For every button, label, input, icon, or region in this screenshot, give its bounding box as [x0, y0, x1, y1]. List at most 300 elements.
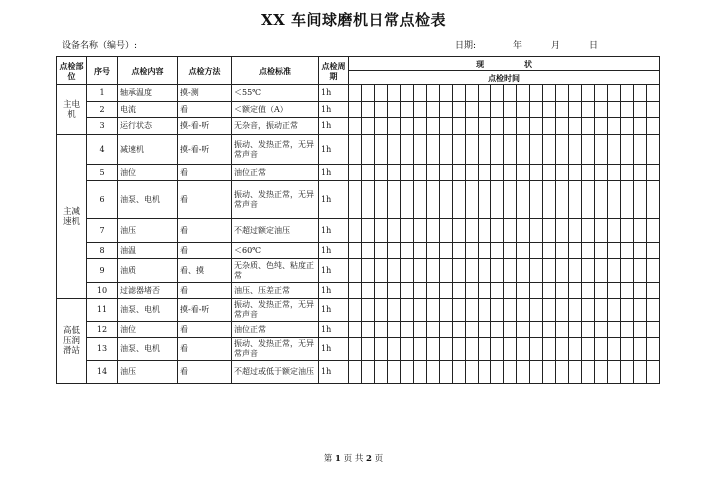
check-cell[interactable] [478, 165, 491, 181]
check-cell[interactable] [349, 118, 362, 135]
check-cell[interactable] [374, 85, 387, 102]
check-cell[interactable] [621, 135, 634, 165]
check-cell[interactable] [478, 181, 491, 219]
check-cell[interactable] [569, 322, 582, 338]
check-cell[interactable] [646, 118, 659, 135]
check-cell[interactable] [491, 299, 504, 322]
check-cell[interactable] [517, 135, 530, 165]
check-cell[interactable] [349, 299, 362, 322]
check-cell[interactable] [608, 165, 621, 181]
check-cell[interactable] [439, 243, 452, 259]
check-cell[interactable] [517, 165, 530, 181]
check-cell[interactable] [569, 219, 582, 243]
check-cell[interactable] [595, 283, 608, 299]
check-cell[interactable] [439, 299, 452, 322]
check-cell[interactable] [374, 118, 387, 135]
check-cell[interactable] [556, 219, 569, 243]
check-cell[interactable] [465, 181, 478, 219]
check-cell[interactable] [569, 85, 582, 102]
check-cell[interactable] [504, 361, 517, 384]
check-cell[interactable] [478, 118, 491, 135]
check-cell[interactable] [530, 259, 543, 283]
check-cell[interactable] [374, 102, 387, 118]
check-cell[interactable] [452, 85, 465, 102]
check-cell[interactable] [361, 259, 374, 283]
check-cell[interactable] [439, 361, 452, 384]
check-cell[interactable] [517, 338, 530, 361]
check-cell[interactable] [633, 243, 646, 259]
check-cell[interactable] [582, 85, 595, 102]
check-cell[interactable] [452, 102, 465, 118]
check-cell[interactable] [361, 243, 374, 259]
check-cell[interactable] [569, 338, 582, 361]
check-cell[interactable] [361, 322, 374, 338]
check-cell[interactable] [517, 259, 530, 283]
check-cell[interactable] [530, 165, 543, 181]
check-cell[interactable] [413, 283, 426, 299]
check-cell[interactable] [465, 338, 478, 361]
check-cell[interactable] [543, 361, 556, 384]
check-cell[interactable] [413, 181, 426, 219]
check-cell[interactable] [646, 219, 659, 243]
check-cell[interactable] [569, 361, 582, 384]
check-cell[interactable] [491, 243, 504, 259]
check-cell[interactable] [633, 85, 646, 102]
check-cell[interactable] [478, 283, 491, 299]
check-cell[interactable] [569, 259, 582, 283]
check-cell[interactable] [349, 243, 362, 259]
check-cell[interactable] [465, 165, 478, 181]
check-cell[interactable] [361, 299, 374, 322]
check-cell[interactable] [452, 135, 465, 165]
check-cell[interactable] [530, 181, 543, 219]
check-cell[interactable] [400, 135, 413, 165]
check-cell[interactable] [426, 102, 439, 118]
check-cell[interactable] [387, 283, 400, 299]
check-cell[interactable] [621, 299, 634, 322]
check-cell[interactable] [400, 165, 413, 181]
check-cell[interactable] [530, 118, 543, 135]
check-cell[interactable] [387, 299, 400, 322]
check-cell[interactable] [633, 259, 646, 283]
check-cell[interactable] [595, 338, 608, 361]
check-cell[interactable] [608, 299, 621, 322]
check-cell[interactable] [349, 259, 362, 283]
check-cell[interactable] [478, 299, 491, 322]
check-cell[interactable] [582, 361, 595, 384]
check-cell[interactable] [595, 102, 608, 118]
check-cell[interactable] [349, 322, 362, 338]
check-cell[interactable] [387, 219, 400, 243]
check-cell[interactable] [569, 283, 582, 299]
check-cell[interactable] [543, 118, 556, 135]
check-cell[interactable] [439, 338, 452, 361]
check-cell[interactable] [646, 299, 659, 322]
check-cell[interactable] [504, 102, 517, 118]
check-cell[interactable] [646, 338, 659, 361]
check-cell[interactable] [361, 85, 374, 102]
check-cell[interactable] [491, 338, 504, 361]
check-cell[interactable] [633, 299, 646, 322]
check-cell[interactable] [478, 243, 491, 259]
check-cell[interactable] [452, 361, 465, 384]
check-cell[interactable] [595, 243, 608, 259]
check-cell[interactable] [478, 361, 491, 384]
check-cell[interactable] [413, 338, 426, 361]
check-cell[interactable] [621, 165, 634, 181]
check-cell[interactable] [387, 102, 400, 118]
check-cell[interactable] [413, 165, 426, 181]
check-cell[interactable] [439, 283, 452, 299]
check-cell[interactable] [633, 322, 646, 338]
check-cell[interactable] [465, 243, 478, 259]
check-cell[interactable] [556, 102, 569, 118]
check-cell[interactable] [582, 165, 595, 181]
check-cell[interactable] [400, 102, 413, 118]
check-cell[interactable] [569, 299, 582, 322]
check-cell[interactable] [361, 338, 374, 361]
check-cell[interactable] [569, 165, 582, 181]
check-cell[interactable] [595, 322, 608, 338]
check-cell[interactable] [491, 165, 504, 181]
check-cell[interactable] [413, 118, 426, 135]
check-cell[interactable] [349, 361, 362, 384]
check-cell[interactable] [608, 283, 621, 299]
check-cell[interactable] [569, 135, 582, 165]
check-cell[interactable] [556, 165, 569, 181]
check-cell[interactable] [426, 361, 439, 384]
check-cell[interactable] [543, 135, 556, 165]
check-cell[interactable] [543, 219, 556, 243]
check-cell[interactable] [465, 322, 478, 338]
check-cell[interactable] [439, 102, 452, 118]
check-cell[interactable] [426, 135, 439, 165]
check-cell[interactable] [478, 135, 491, 165]
check-cell[interactable] [491, 181, 504, 219]
check-cell[interactable] [349, 165, 362, 181]
check-cell[interactable] [517, 243, 530, 259]
check-cell[interactable] [400, 243, 413, 259]
check-cell[interactable] [491, 118, 504, 135]
check-cell[interactable] [504, 165, 517, 181]
check-cell[interactable] [569, 243, 582, 259]
check-cell[interactable] [400, 118, 413, 135]
check-cell[interactable] [608, 338, 621, 361]
check-cell[interactable] [387, 135, 400, 165]
check-cell[interactable] [426, 85, 439, 102]
check-cell[interactable] [349, 283, 362, 299]
check-cell[interactable] [633, 219, 646, 243]
check-cell[interactable] [478, 102, 491, 118]
check-cell[interactable] [349, 219, 362, 243]
check-cell[interactable] [517, 85, 530, 102]
check-cell[interactable] [361, 219, 374, 243]
check-cell[interactable] [646, 102, 659, 118]
check-cell[interactable] [439, 118, 452, 135]
check-cell[interactable] [556, 135, 569, 165]
check-cell[interactable] [530, 135, 543, 165]
check-cell[interactable] [504, 243, 517, 259]
check-cell[interactable] [621, 118, 634, 135]
check-cell[interactable] [517, 283, 530, 299]
check-cell[interactable] [452, 181, 465, 219]
check-cell[interactable] [517, 322, 530, 338]
check-cell[interactable] [361, 361, 374, 384]
check-cell[interactable] [504, 338, 517, 361]
check-cell[interactable] [452, 338, 465, 361]
check-cell[interactable] [621, 219, 634, 243]
check-cell[interactable] [621, 181, 634, 219]
check-cell[interactable] [387, 259, 400, 283]
check-cell[interactable] [387, 181, 400, 219]
check-cell[interactable] [621, 322, 634, 338]
check-cell[interactable] [478, 338, 491, 361]
check-cell[interactable] [374, 259, 387, 283]
check-cell[interactable] [543, 85, 556, 102]
check-cell[interactable] [621, 338, 634, 361]
check-cell[interactable] [465, 299, 478, 322]
check-cell[interactable] [374, 219, 387, 243]
check-cell[interactable] [400, 322, 413, 338]
check-cell[interactable] [426, 165, 439, 181]
check-cell[interactable] [556, 322, 569, 338]
check-cell[interactable] [504, 118, 517, 135]
check-cell[interactable] [530, 338, 543, 361]
check-cell[interactable] [543, 102, 556, 118]
check-cell[interactable] [426, 181, 439, 219]
check-cell[interactable] [426, 299, 439, 322]
check-cell[interactable] [374, 243, 387, 259]
check-cell[interactable] [413, 219, 426, 243]
check-cell[interactable] [582, 181, 595, 219]
check-cell[interactable] [633, 165, 646, 181]
check-cell[interactable] [387, 85, 400, 102]
check-cell[interactable] [621, 102, 634, 118]
check-cell[interactable] [413, 361, 426, 384]
check-cell[interactable] [491, 361, 504, 384]
check-cell[interactable] [400, 219, 413, 243]
check-cell[interactable] [543, 283, 556, 299]
check-cell[interactable] [646, 181, 659, 219]
check-cell[interactable] [361, 283, 374, 299]
check-cell[interactable] [387, 118, 400, 135]
check-cell[interactable] [608, 102, 621, 118]
check-cell[interactable] [465, 118, 478, 135]
check-cell[interactable] [439, 85, 452, 102]
check-cell[interactable] [504, 219, 517, 243]
check-cell[interactable] [465, 102, 478, 118]
check-cell[interactable] [633, 181, 646, 219]
check-cell[interactable] [374, 165, 387, 181]
check-cell[interactable] [400, 361, 413, 384]
check-cell[interactable] [491, 283, 504, 299]
check-cell[interactable] [543, 338, 556, 361]
check-cell[interactable] [452, 259, 465, 283]
check-cell[interactable] [504, 85, 517, 102]
check-cell[interactable] [374, 283, 387, 299]
check-cell[interactable] [452, 283, 465, 299]
check-cell[interactable] [595, 165, 608, 181]
check-cell[interactable] [478, 85, 491, 102]
check-cell[interactable] [452, 299, 465, 322]
check-cell[interactable] [439, 259, 452, 283]
check-cell[interactable] [465, 259, 478, 283]
check-cell[interactable] [504, 299, 517, 322]
check-cell[interactable] [530, 219, 543, 243]
check-cell[interactable] [556, 361, 569, 384]
check-cell[interactable] [517, 299, 530, 322]
check-cell[interactable] [621, 259, 634, 283]
check-cell[interactable] [530, 283, 543, 299]
check-cell[interactable] [633, 102, 646, 118]
check-cell[interactable] [452, 165, 465, 181]
check-cell[interactable] [504, 283, 517, 299]
check-cell[interactable] [582, 338, 595, 361]
check-cell[interactable] [361, 135, 374, 165]
check-cell[interactable] [646, 85, 659, 102]
check-cell[interactable] [517, 181, 530, 219]
check-cell[interactable] [439, 181, 452, 219]
check-cell[interactable] [608, 85, 621, 102]
check-cell[interactable] [595, 135, 608, 165]
check-cell[interactable] [608, 361, 621, 384]
check-cell[interactable] [374, 181, 387, 219]
check-cell[interactable] [387, 338, 400, 361]
check-cell[interactable] [452, 243, 465, 259]
check-cell[interactable] [608, 243, 621, 259]
check-cell[interactable] [361, 118, 374, 135]
check-cell[interactable] [517, 361, 530, 384]
check-cell[interactable] [413, 85, 426, 102]
check-cell[interactable] [582, 135, 595, 165]
check-cell[interactable] [387, 243, 400, 259]
check-cell[interactable] [646, 322, 659, 338]
check-cell[interactable] [582, 322, 595, 338]
check-cell[interactable] [556, 118, 569, 135]
check-cell[interactable] [374, 135, 387, 165]
check-cell[interactable] [608, 259, 621, 283]
check-cell[interactable] [478, 259, 491, 283]
check-cell[interactable] [400, 85, 413, 102]
check-cell[interactable] [491, 259, 504, 283]
check-cell[interactable] [621, 243, 634, 259]
check-cell[interactable] [530, 102, 543, 118]
check-cell[interactable] [530, 361, 543, 384]
check-cell[interactable] [491, 135, 504, 165]
check-cell[interactable] [633, 283, 646, 299]
check-cell[interactable] [556, 299, 569, 322]
check-cell[interactable] [543, 181, 556, 219]
check-cell[interactable] [413, 322, 426, 338]
check-cell[interactable] [465, 283, 478, 299]
check-cell[interactable] [361, 181, 374, 219]
check-cell[interactable] [595, 118, 608, 135]
check-cell[interactable] [595, 299, 608, 322]
check-cell[interactable] [374, 299, 387, 322]
check-cell[interactable] [361, 165, 374, 181]
check-cell[interactable] [387, 322, 400, 338]
check-cell[interactable] [439, 322, 452, 338]
check-cell[interactable] [349, 338, 362, 361]
check-cell[interactable] [491, 102, 504, 118]
check-cell[interactable] [582, 243, 595, 259]
check-cell[interactable] [374, 322, 387, 338]
check-cell[interactable] [646, 243, 659, 259]
check-cell[interactable] [491, 219, 504, 243]
check-cell[interactable] [543, 322, 556, 338]
check-cell[interactable] [517, 102, 530, 118]
check-cell[interactable] [400, 283, 413, 299]
check-cell[interactable] [543, 299, 556, 322]
check-cell[interactable] [569, 118, 582, 135]
check-cell[interactable] [595, 85, 608, 102]
check-cell[interactable] [491, 85, 504, 102]
check-cell[interactable] [556, 259, 569, 283]
check-cell[interactable] [452, 118, 465, 135]
check-cell[interactable] [426, 322, 439, 338]
check-cell[interactable] [556, 338, 569, 361]
check-cell[interactable] [595, 361, 608, 384]
check-cell[interactable] [426, 338, 439, 361]
check-cell[interactable] [465, 219, 478, 243]
check-cell[interactable] [349, 85, 362, 102]
check-cell[interactable] [608, 135, 621, 165]
check-cell[interactable] [426, 219, 439, 243]
check-cell[interactable] [400, 259, 413, 283]
check-cell[interactable] [582, 102, 595, 118]
check-cell[interactable] [374, 361, 387, 384]
check-cell[interactable] [413, 102, 426, 118]
check-cell[interactable] [556, 243, 569, 259]
check-cell[interactable] [633, 361, 646, 384]
check-cell[interactable] [530, 243, 543, 259]
check-cell[interactable] [633, 135, 646, 165]
check-cell[interactable] [426, 283, 439, 299]
check-cell[interactable] [543, 165, 556, 181]
check-cell[interactable] [608, 219, 621, 243]
check-cell[interactable] [465, 85, 478, 102]
check-cell[interactable] [452, 219, 465, 243]
check-cell[interactable] [361, 102, 374, 118]
check-cell[interactable] [633, 118, 646, 135]
check-cell[interactable] [608, 322, 621, 338]
check-cell[interactable] [582, 219, 595, 243]
check-cell[interactable] [413, 259, 426, 283]
check-cell[interactable] [478, 322, 491, 338]
check-cell[interactable] [413, 243, 426, 259]
check-cell[interactable] [387, 361, 400, 384]
check-cell[interactable] [439, 135, 452, 165]
check-cell[interactable] [621, 283, 634, 299]
check-cell[interactable] [582, 259, 595, 283]
check-cell[interactable] [556, 283, 569, 299]
check-cell[interactable] [530, 322, 543, 338]
check-cell[interactable] [491, 322, 504, 338]
check-cell[interactable] [400, 299, 413, 322]
check-cell[interactable] [569, 181, 582, 219]
check-cell[interactable] [504, 322, 517, 338]
check-cell[interactable] [400, 181, 413, 219]
check-cell[interactable] [400, 338, 413, 361]
check-cell[interactable] [452, 322, 465, 338]
check-cell[interactable] [621, 85, 634, 102]
check-cell[interactable] [608, 181, 621, 219]
check-cell[interactable] [504, 135, 517, 165]
check-cell[interactable] [426, 118, 439, 135]
check-cell[interactable] [646, 165, 659, 181]
check-cell[interactable] [646, 361, 659, 384]
check-cell[interactable] [569, 102, 582, 118]
